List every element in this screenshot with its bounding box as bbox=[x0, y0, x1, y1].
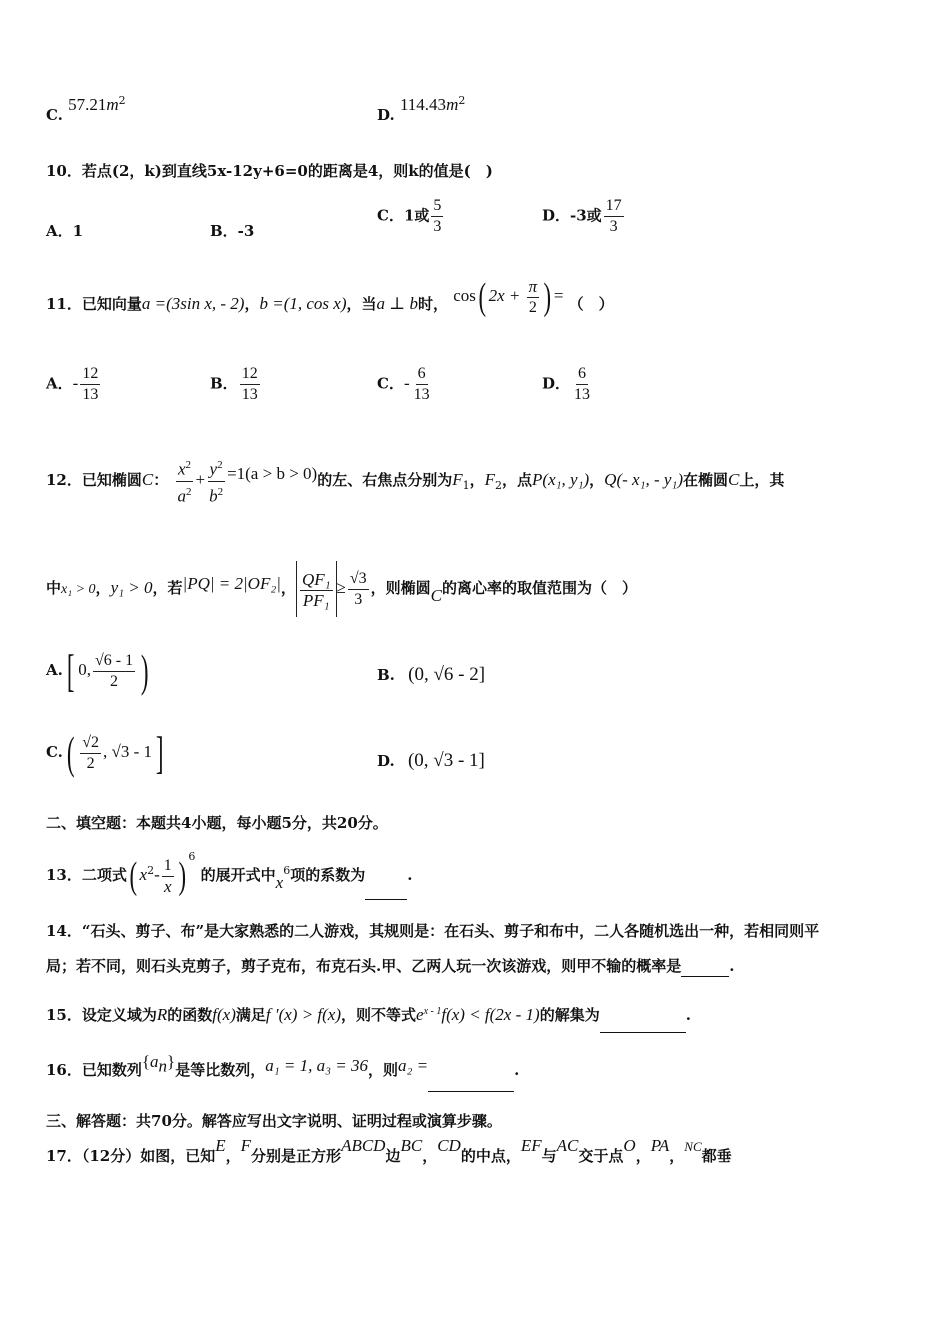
fraction: $\frac{5}{3}$ bbox=[433, 197, 442, 235]
cos-function: cos bbox=[453, 286, 476, 305]
q10-option-a: A．1 bbox=[46, 222, 84, 240]
q12-stem-line2: 中x₁ > 0，y₁ > 0，若|PQ| = 2|OF₂|， $\frac{\text{QF₁}}{\text{PF₁}}$ ≥ $\frac{√3}{3}$ ，则椭圆C的离心率的取值范围为（ ） bbox=[46, 560, 910, 618]
answer-blank[interactable] bbox=[428, 1075, 514, 1092]
vector-b: b =(1, cos x) bbox=[259, 294, 347, 313]
fraction: $\frac{17}{3}$ bbox=[605, 197, 622, 235]
q12-stem-line1: 12．已知椭圆C： $\frac{x^2}{a^2}$ + $\frac{y^2}{b^2}$ =1(a > b > 0)的左、右焦点分别为$F_1$，$F_2$，点P(x₁, y₁)，Q(- x₁, - y₁)在椭圆C上，其 bbox=[46, 452, 910, 514]
q12-option-d: D. (0, √3 - 1] bbox=[377, 750, 485, 771]
answer-blank[interactable] bbox=[681, 960, 729, 977]
q11-option-c: C．- $\frac{6}{13}$ bbox=[377, 365, 430, 403]
option-label: D. bbox=[377, 106, 395, 124]
q17-stem: 17．（12分）如图，已知E，F分别是正方形ABCD边BC，CD的中点，EF与AC交于点O，PA，NC都垂 bbox=[46, 1136, 732, 1165]
q10-stem: 10．若点(2，k)到直线5x-12y+6=0的距离是4，则k的值是( ) bbox=[46, 162, 493, 180]
q15-stem: 15．设定义域为R的函数f(x)满足f ′(x) > f(x)，则不等式$e^{x - 1}f(x) < f(2x - 1)$的解集为 . bbox=[46, 994, 910, 1033]
q10-option-d bbox=[542, 196, 626, 237]
perpendicular-condition: a ⊥ b bbox=[376, 294, 419, 313]
q11-stem: 11．已知向量a =(3sin x, - 2)，b =(1, cos x)，当a ⊥ b时， cos( 2x + $\frac{\pi}{2}$ ) = （ ） bbox=[46, 276, 614, 318]
option-value: 114.43 bbox=[399, 95, 447, 114]
q12-option-a: A.[ 0, $\frac{√6 - 1}{2}$ ) bbox=[46, 645, 149, 696]
answer-blank[interactable] bbox=[365, 883, 407, 900]
section-2-heading: 二、填空题：本题共4小题，每小题5分，共20分。 bbox=[46, 814, 388, 832]
q11-option-d: D． $\frac{6}{13}$ bbox=[542, 365, 591, 403]
vector-a: a =(3sin x, - 2) bbox=[141, 294, 245, 313]
q14-line1: 14．“石头、剪子、布”是大家熟悉的二人游戏，其规则是：在石头、剪子和布中，二人各随机选出一种，若相同则平 bbox=[46, 922, 820, 940]
q12-option-b: B. (0, √6 - 2] bbox=[377, 664, 486, 685]
q13-stem: 13．二项式( $x^2-$ $\frac{1}{x}$ ) $^6$ 的展开式中$x^6$项的系数为 . bbox=[46, 846, 910, 900]
option-label: C. bbox=[46, 106, 63, 124]
q11-option-b: B． $\frac{12}{13}$ bbox=[210, 365, 258, 403]
answer-blank[interactable] bbox=[600, 1016, 686, 1033]
section-3-heading: 三、解答题：共70分。解答应写出文字说明、证明过程或演算步骤。 bbox=[46, 1112, 502, 1130]
q9-option-d: D. $114.43m^2$ bbox=[377, 94, 466, 124]
q12-option-c: C.( $\frac{√2}{2}$ , √3 - 1] bbox=[46, 727, 164, 778]
option-value: 57.21 bbox=[68, 95, 107, 114]
q14-line2: 局；若不同，则石头克剪子，剪子克布，布克石头.甲、乙两人玩一次该游戏，则甲不输的概率是 . bbox=[46, 957, 735, 975]
q16-stem: 16．已知数列$\{a_n\}$是等比数列，a₁ = 1, a₃ = 36，则a₂ = . bbox=[46, 1052, 910, 1092]
option-text: C．1或 bbox=[377, 206, 430, 225]
q10-option-c bbox=[377, 196, 445, 237]
unit: m bbox=[106, 95, 119, 114]
unit: m bbox=[446, 95, 459, 114]
option-text: D．-3或 bbox=[542, 206, 602, 225]
q9-option-c: C. $57.21m^2$ bbox=[46, 94, 126, 124]
q10-option-b: B．-3 bbox=[210, 222, 255, 240]
q11-option-a: A．- $\frac{12}{13}$ bbox=[46, 365, 99, 403]
